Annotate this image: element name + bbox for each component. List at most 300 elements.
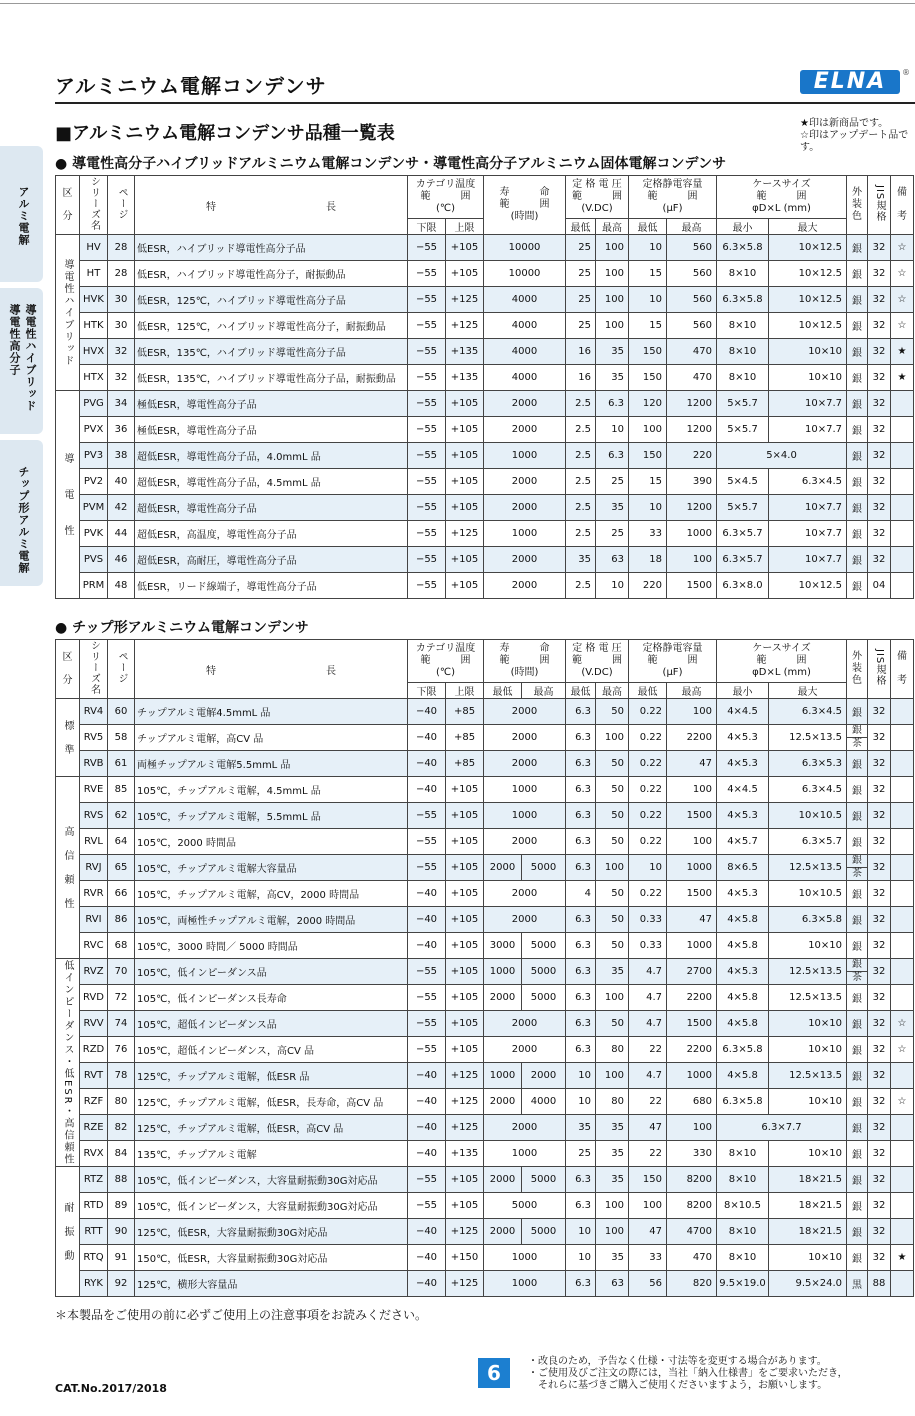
page-ref: 60 — [108, 699, 135, 725]
page-ref: 32 — [108, 339, 135, 365]
voltage-min: 6.3 — [566, 1271, 596, 1297]
exterior-color: 銀 — [847, 417, 868, 443]
temp-high: +125 — [446, 1115, 484, 1141]
case-min: 5×5.7 — [717, 495, 769, 521]
table-row — [56, 959, 914, 985]
cap-min: 10 — [629, 287, 667, 313]
series-name: RYK — [80, 1271, 108, 1297]
header-high: 上限 — [446, 219, 484, 235]
page-ref: 86 — [108, 907, 135, 933]
temp-high: +105 — [446, 443, 484, 469]
voltage-max: 10 — [596, 417, 629, 443]
case-min: 5×5.7 — [717, 417, 769, 443]
jis-code: 32 — [868, 699, 891, 725]
exterior-color: 銀 — [847, 1011, 868, 1037]
feature-text: 低ESR，ハイブリッド導電性高分子，耐振動品 — [135, 261, 408, 287]
life-value: 2000 — [484, 495, 566, 521]
case-max: 10×12.5 — [769, 287, 847, 313]
temp-high: +105 — [446, 495, 484, 521]
voltage-max: 25 — [596, 469, 629, 495]
jis-code: 32 — [868, 907, 891, 933]
page-ref: 91 — [108, 1245, 135, 1271]
life-value: 2000 — [484, 1011, 566, 1037]
cap-min: 4.7 — [629, 959, 667, 985]
temp-low: −55 — [408, 803, 446, 829]
cap-max: 100 — [667, 547, 717, 573]
exterior-color-2: 茶 — [847, 737, 867, 750]
note-mark — [891, 1193, 914, 1219]
voltage-max: 100 — [596, 235, 629, 261]
cap-min: 150 — [629, 339, 667, 365]
cap-max: 100 — [667, 777, 717, 803]
series-name: RVX — [80, 1141, 108, 1167]
series-name: RVB — [80, 751, 108, 777]
cap-max: 47 — [667, 751, 717, 777]
main-heading: ■アルミニウム電解コンデンサ品種一覧表 — [55, 123, 395, 144]
series-name: HVX — [80, 339, 108, 365]
page-ref: 65 — [108, 855, 135, 881]
case-max: 10×10 — [769, 1089, 847, 1115]
header-life: 寿 命 範 囲 (時間) — [484, 640, 566, 683]
jis-code: 32 — [868, 803, 891, 829]
life-value: 2000 — [484, 725, 566, 751]
feature-text: 超低ESR，高温度，導電性高分子品 — [135, 521, 408, 547]
exterior-color: 銀 — [847, 985, 868, 1011]
table-row — [56, 855, 914, 881]
life-min: 1000 — [484, 959, 522, 985]
temp-low: −40 — [408, 725, 446, 751]
voltage-max: 100 — [596, 287, 629, 313]
header-max: 最高 — [667, 219, 717, 235]
voltage-max: 63 — [596, 1271, 629, 1297]
page-ref: 82 — [108, 1115, 135, 1141]
voltage-max: 80 — [596, 1089, 629, 1115]
footer-note: それらに基づきご購入ご使用くださいますよう，お願いします。 — [528, 1380, 828, 1391]
cap-max: 100 — [667, 1115, 717, 1141]
temp-low: −55 — [408, 1167, 446, 1193]
temp-high: +85 — [446, 699, 484, 725]
feature-text: 105℃，低インピーダンス品 — [135, 959, 408, 985]
header-exterior: 外 装 色 — [847, 176, 868, 235]
voltage-max: 50 — [596, 751, 629, 777]
page-ref: 34 — [108, 391, 135, 417]
case-min: 8×10 — [717, 1219, 769, 1245]
cap-min: 33 — [629, 1245, 667, 1271]
life-value: 2000 — [484, 751, 566, 777]
table-row — [56, 985, 914, 1011]
temp-low: −55 — [408, 235, 446, 261]
table-row — [56, 1089, 914, 1115]
note-mark — [891, 803, 914, 829]
note-mark — [891, 1219, 914, 1245]
cap-max: 1200 — [667, 417, 717, 443]
exterior-color: 黒 — [847, 1271, 868, 1297]
header-high: 上限 — [446, 683, 484, 699]
cap-max: 1200 — [667, 495, 717, 521]
temp-high: +125 — [446, 1271, 484, 1297]
jis-code: 32 — [868, 959, 891, 985]
header-exterior: 外 装 色 — [847, 640, 868, 699]
voltage-max: 35 — [596, 1141, 629, 1167]
temp-low: −55 — [408, 985, 446, 1011]
cap-min: 4.7 — [629, 1063, 667, 1089]
case-max: 6.3×5.8 — [769, 907, 847, 933]
jis-code: 32 — [868, 933, 891, 959]
series-name: PVK — [80, 521, 108, 547]
cap-min: 100 — [629, 1193, 667, 1219]
header-max: 最高 — [596, 219, 629, 235]
series-name: RVE — [80, 777, 108, 803]
jis-code: 32 — [868, 1115, 891, 1141]
table-row — [56, 391, 914, 417]
case-min: 4×4.5 — [717, 699, 769, 725]
page-ref: 44 — [108, 521, 135, 547]
temp-low: −55 — [408, 573, 446, 599]
feature-text: 125℃，横形大容量品 — [135, 1271, 408, 1297]
case-max: 18×21.5 — [769, 1219, 847, 1245]
jis-code: 04 — [868, 573, 891, 599]
cap-min: 150 — [629, 365, 667, 391]
case-min: 6.3×8.0 — [717, 573, 769, 599]
cap-min: 0.22 — [629, 777, 667, 803]
note-mark — [891, 495, 914, 521]
exterior-color-1: 銀 — [852, 725, 863, 736]
exterior-color: 銀 — [847, 881, 868, 907]
case-max: 10×12.5 — [769, 261, 847, 287]
feature-text: 105℃，超低インピーダンス，高CV 品 — [135, 1037, 408, 1063]
table-row — [56, 1193, 914, 1219]
temp-high: +105 — [446, 469, 484, 495]
header-largest: 最大 — [769, 219, 847, 235]
jis-code: 32 — [868, 235, 891, 261]
case-max: 10×12.5 — [769, 313, 847, 339]
case-max: 10×7.7 — [769, 495, 847, 521]
side-tab-aluminum[interactable] — [0, 146, 43, 282]
voltage-max: 35 — [596, 959, 629, 985]
series-name: HT — [80, 261, 108, 287]
life-value: 2000 — [484, 547, 566, 573]
feature-text: 超低ESR，導電性高分子品，4.0mmL 品 — [135, 443, 408, 469]
exterior-color: 銀 — [847, 443, 868, 469]
case-size: 6.3×7.7 — [717, 1115, 847, 1141]
temp-high: +105 — [446, 391, 484, 417]
page-ref: 72 — [108, 985, 135, 1011]
feature-text: 極低ESR，導電性高分子品 — [135, 391, 408, 417]
header-kubun: 区 分 — [56, 176, 80, 235]
life-min: 3000 — [484, 933, 522, 959]
note-mark — [891, 699, 914, 725]
case-min: 4×5.8 — [717, 1063, 769, 1089]
case-min: 6.3×5.7 — [717, 521, 769, 547]
series-name: PVG — [80, 391, 108, 417]
life-max: 5000 — [522, 1219, 566, 1245]
section1-heading: ● 導電性高分子ハイブリッドアルミニウム電解コンデンサ・導電性高分子アルミニウム固体電解コンデンサ — [55, 156, 727, 172]
case-max: 12.5×13.5 — [769, 985, 847, 1011]
jis-code: 32 — [868, 751, 891, 777]
table-row — [56, 1011, 914, 1037]
series-name: RVD — [80, 985, 108, 1011]
feature-text: 超低ESR，導電性高分子品，4.5mmL 品 — [135, 469, 408, 495]
life-value: 2000 — [484, 391, 566, 417]
header-voltage: 定 格 電 圧 範 囲 (V.DC) — [566, 176, 629, 219]
case-min: 6.3×5.8 — [717, 287, 769, 313]
footnote: ＊本製品をご使用の前に必ずご使用上の注意事項をお読みください。 — [55, 1308, 428, 1322]
case-min: 4×5.7 — [717, 829, 769, 855]
note-mark: ☆ — [891, 1037, 914, 1063]
header-temp: カテゴリ温度 範 囲 (℃) — [408, 176, 484, 219]
cap-min: 0.22 — [629, 829, 667, 855]
note-mark — [891, 959, 914, 985]
exterior-color: 銀 — [847, 1219, 868, 1245]
table-row — [56, 881, 914, 907]
voltage-min: 16 — [566, 365, 596, 391]
header-temp: カテゴリ温度 範 囲 (℃) — [408, 640, 484, 683]
voltage-min: 6.3 — [566, 985, 596, 1011]
jis-code: 32 — [868, 1089, 891, 1115]
temp-low: −55 — [408, 1011, 446, 1037]
temp-high: +105 — [446, 985, 484, 1011]
series-name: RVJ — [80, 855, 108, 881]
temp-high: +105 — [446, 855, 484, 881]
note-mark: ★ — [891, 365, 914, 391]
jis-code: 32 — [868, 469, 891, 495]
temp-low: −55 — [408, 1037, 446, 1063]
cap-max: 47 — [667, 907, 717, 933]
voltage-max: 100 — [596, 313, 629, 339]
cap-min: 47 — [629, 1115, 667, 1141]
series-name: PVS — [80, 547, 108, 573]
temp-low: −40 — [408, 1141, 446, 1167]
case-min: 6.3×5.8 — [717, 235, 769, 261]
note-mark — [891, 751, 914, 777]
case-min: 6.3×5.8 — [717, 1089, 769, 1115]
side-tab-chip[interactable] — [0, 440, 43, 586]
voltage-min: 25 — [566, 313, 596, 339]
cap-min: 10 — [629, 855, 667, 881]
life-value: 1000 — [484, 521, 566, 547]
feature-text: 105℃，低インピーダンス，大容量耐振動30G対応品 — [135, 1193, 408, 1219]
section2-heading: ● チップ形アルミニウム電解コンデンサ — [55, 620, 309, 636]
case-max: 10×10 — [769, 1011, 847, 1037]
exterior-color: 銀 — [847, 829, 868, 855]
footer-note: ・ご使用及びご注文の際には，当社「納入仕様書」をご要求いただき， — [528, 1368, 848, 1379]
jis-code: 32 — [868, 547, 891, 573]
case-size: 5×4.0 — [717, 443, 847, 469]
temp-high: +105 — [446, 933, 484, 959]
case-max: 10×7.7 — [769, 547, 847, 573]
case-min: 4×5.3 — [717, 959, 769, 985]
exterior-color: 銀 — [847, 391, 868, 417]
feature-text: 105℃，チップアルミ電解，5.5mmL 品 — [135, 803, 408, 829]
note-mark — [891, 881, 914, 907]
cap-min: 15 — [629, 313, 667, 339]
voltage-max: 50 — [596, 907, 629, 933]
page-ref: 78 — [108, 1063, 135, 1089]
exterior-color: 銀 — [847, 573, 868, 599]
page-ref: 85 — [108, 777, 135, 803]
cap-max: 8200 — [667, 1167, 717, 1193]
note-mark — [891, 521, 914, 547]
series-name: PV3 — [80, 443, 108, 469]
header-voltage: 定 格 電 圧 範 囲 (V.DC) — [566, 640, 629, 683]
exterior-color: 銀 — [847, 1037, 868, 1063]
case-max: 10×10 — [769, 1141, 847, 1167]
cap-max: 560 — [667, 287, 717, 313]
feature-text: 105℃，低インピーダンス長寿命 — [135, 985, 408, 1011]
title-rule — [55, 102, 915, 104]
header-case: ケースサイズ 範 囲 φD×L (mm) — [717, 640, 847, 683]
exterior-color-1: 銀 — [852, 855, 863, 866]
page-ref: 68 — [108, 933, 135, 959]
case-max: 10×10.5 — [769, 803, 847, 829]
case-max: 10×10 — [769, 1037, 847, 1063]
voltage-min: 10 — [566, 1089, 596, 1115]
header-capacitance: 定格静電容量 範 囲 (μF) — [629, 640, 717, 683]
voltage-min: 6.3 — [566, 777, 596, 803]
note-mark — [891, 829, 914, 855]
note-mark — [891, 1167, 914, 1193]
life-max: 5000 — [522, 985, 566, 1011]
note-mark — [891, 855, 914, 881]
page-ref: 61 — [108, 751, 135, 777]
exterior-color: 銀 — [847, 521, 868, 547]
note-mark — [891, 985, 914, 1011]
life-value: 4000 — [484, 287, 566, 313]
series-name: RVL — [80, 829, 108, 855]
page-ref: 70 — [108, 959, 135, 985]
cap-max: 390 — [667, 469, 717, 495]
feature-text: 150℃，低ESR，大容量耐振動30G対応品 — [135, 1245, 408, 1271]
case-max: 18×21.5 — [769, 1167, 847, 1193]
cap-min: 22 — [629, 1037, 667, 1063]
exterior-color: 銀 — [847, 287, 868, 313]
voltage-min: 10 — [566, 1245, 596, 1271]
case-min: 4×5.3 — [717, 881, 769, 907]
table-row — [56, 313, 914, 339]
voltage-max: 10 — [596, 573, 629, 599]
life-max: 2000 — [522, 1063, 566, 1089]
temp-low: −55 — [408, 261, 446, 287]
header-series: シリーズ名 — [80, 640, 108, 699]
note-mark: ☆ — [891, 1089, 914, 1115]
cap-max: 2200 — [667, 1037, 717, 1063]
temp-high: +135 — [446, 339, 484, 365]
exterior-color: 銀 — [847, 261, 868, 287]
page-ref: 74 — [108, 1011, 135, 1037]
exterior-color: 銀 — [847, 313, 868, 339]
jis-code: 32 — [868, 1193, 891, 1219]
voltage-min: 10 — [566, 1063, 596, 1089]
temp-high: +105 — [446, 417, 484, 443]
life-value: 10000 — [484, 261, 566, 287]
temp-low: −40 — [408, 907, 446, 933]
side-tab-hybrid[interactable] — [0, 288, 43, 434]
note-mark: ★ — [891, 1245, 914, 1271]
life-min: 2000 — [484, 1167, 522, 1193]
exterior-color — [847, 855, 868, 881]
feature-text: 125℃，チップアルミ電解，低ESR，高CV 品 — [135, 1115, 408, 1141]
case-max: 12.5×13.5 — [769, 725, 847, 751]
case-min: 4×5.3 — [717, 725, 769, 751]
jis-code: 32 — [868, 339, 891, 365]
life-max: 5000 — [522, 855, 566, 881]
temp-low: −55 — [408, 521, 446, 547]
category-label: 標 準 — [56, 699, 80, 777]
header-max: 最高 — [522, 683, 566, 699]
jis-code: 88 — [868, 1271, 891, 1297]
note-mark — [891, 573, 914, 599]
header-smallest: 最小 — [717, 219, 769, 235]
cap-min: 0.22 — [629, 699, 667, 725]
voltage-min: 6.3 — [566, 1193, 596, 1219]
cap-min: 4.7 — [629, 985, 667, 1011]
jis-code: 32 — [868, 365, 891, 391]
cap-max: 1000 — [667, 1063, 717, 1089]
jis-code: 32 — [868, 777, 891, 803]
temp-low: −55 — [408, 339, 446, 365]
exterior-color: 銀 — [847, 1167, 868, 1193]
life-value: 2000 — [484, 417, 566, 443]
note-mark: ☆ — [891, 235, 914, 261]
table-row — [56, 235, 914, 261]
series-name: RTQ — [80, 1245, 108, 1271]
header-note: 備 考 — [891, 176, 914, 235]
note-mark — [891, 907, 914, 933]
voltage-min: 2.5 — [566, 391, 596, 417]
cap-max: 8200 — [667, 1193, 717, 1219]
header-page: ページ — [108, 176, 135, 235]
page-ref: 58 — [108, 725, 135, 751]
page-ref: 88 — [108, 1167, 135, 1193]
cap-max: 220 — [667, 443, 717, 469]
voltage-min: 6.3 — [566, 699, 596, 725]
jis-code: 32 — [868, 443, 891, 469]
feature-text: 超低ESR，導電性高分子品 — [135, 495, 408, 521]
voltage-max: 100 — [596, 1193, 629, 1219]
voltage-min: 6.3 — [566, 829, 596, 855]
exterior-color-2: 茶 — [847, 971, 867, 984]
voltage-min: 6.3 — [566, 907, 596, 933]
series-table-chip — [55, 639, 914, 1297]
case-max: 10×7.7 — [769, 391, 847, 417]
jis-code: 32 — [868, 725, 891, 751]
page-ref: 80 — [108, 1089, 135, 1115]
footer-notes — [528, 1356, 848, 1392]
temp-low: −55 — [408, 547, 446, 573]
life-value: 2000 — [484, 469, 566, 495]
feature-text: 低ESR，135℃，ハイブリッド導電性高分子品，耐振動品 — [135, 365, 408, 391]
voltage-min: 2.5 — [566, 573, 596, 599]
life-value: 1000 — [484, 803, 566, 829]
top-rule — [0, 3, 915, 4]
jis-code: 32 — [868, 1245, 891, 1271]
life-value: 1000 — [484, 777, 566, 803]
registered-mark: ® — [902, 68, 910, 77]
table-row — [56, 1115, 914, 1141]
feature-text: 105℃，両極性チップアルミ電解，2000 時間品 — [135, 907, 408, 933]
page-ref: 92 — [108, 1271, 135, 1297]
feature-text: 125℃，チップアルミ電解，低ESR 品 — [135, 1063, 408, 1089]
case-max: 12.5×13.5 — [769, 855, 847, 881]
voltage-max: 100 — [596, 725, 629, 751]
exterior-color: 銀 — [847, 751, 868, 777]
case-min: 4×4.5 — [717, 777, 769, 803]
page-ref: 90 — [108, 1219, 135, 1245]
temp-high: +125 — [446, 521, 484, 547]
cap-min: 10 — [629, 235, 667, 261]
temp-high: +105 — [446, 881, 484, 907]
table-row — [56, 365, 914, 391]
